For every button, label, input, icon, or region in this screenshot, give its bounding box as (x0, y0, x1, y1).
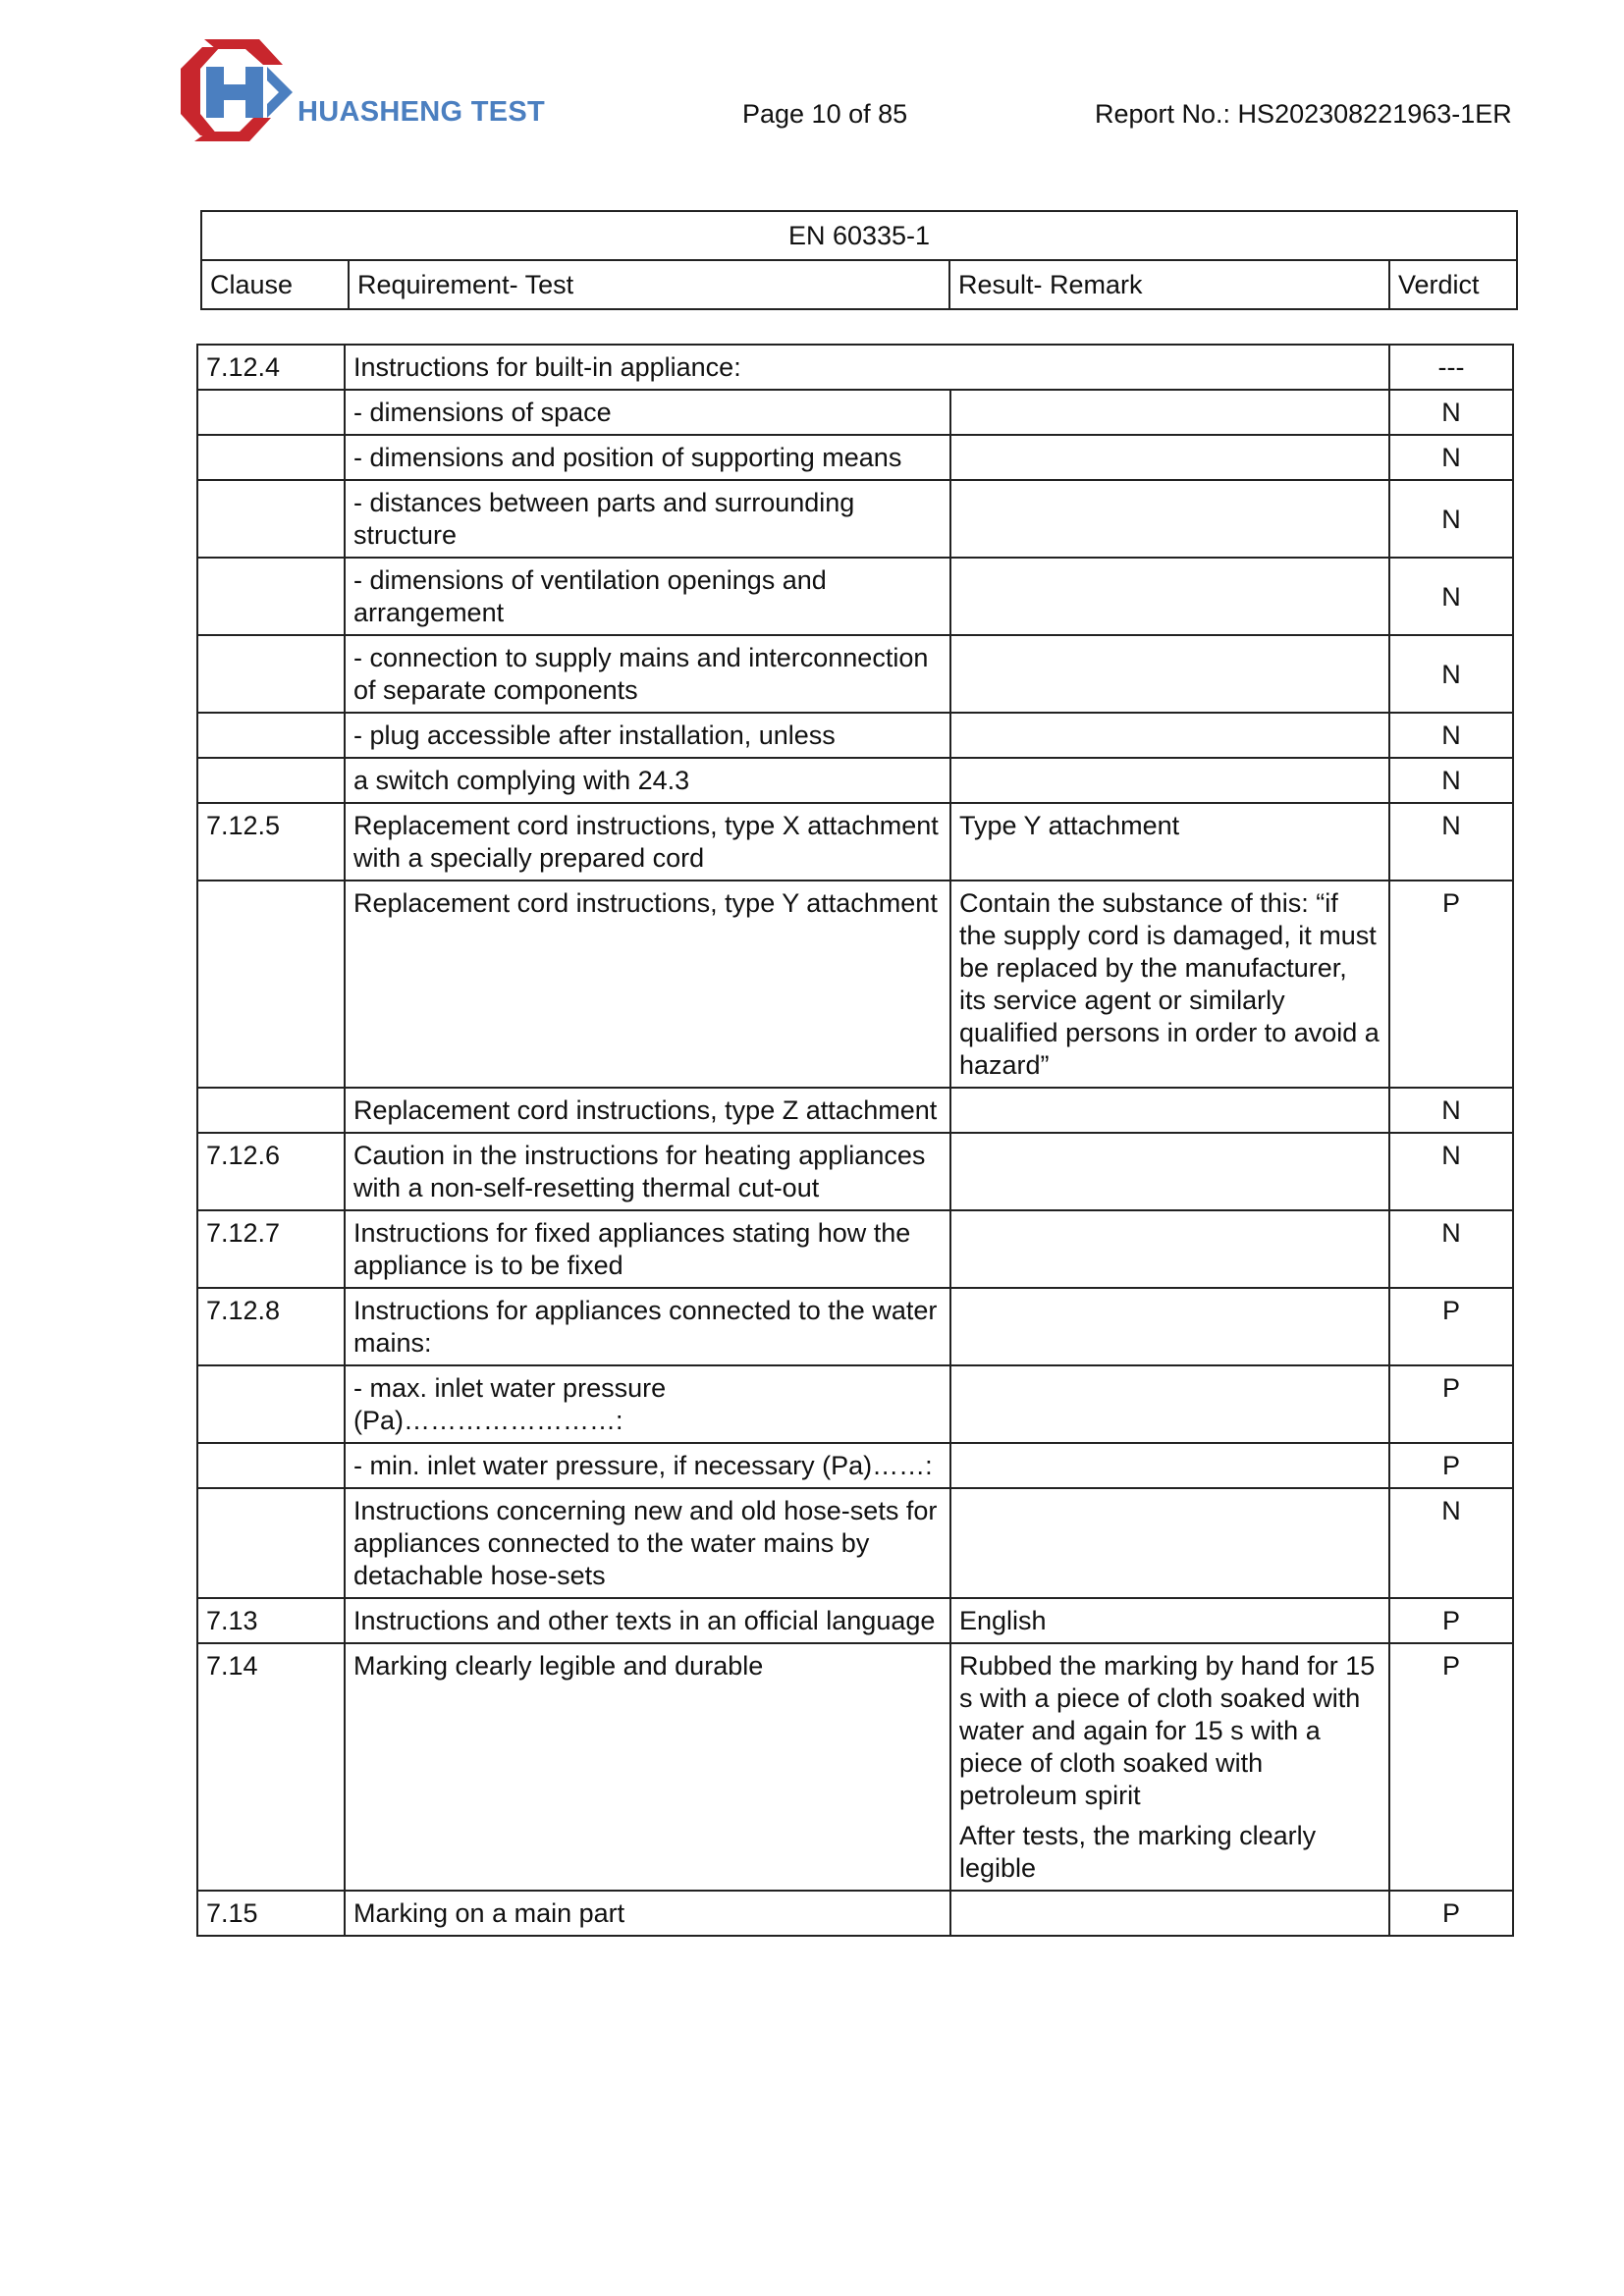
clause-cell (197, 635, 345, 713)
requirement-cell: Replacement cord instructions, type X attachment with a specially prepared cord (345, 803, 950, 881)
clause-cell (197, 881, 345, 1088)
verdict-cell: --- (1389, 345, 1513, 390)
remark-cell (950, 480, 1389, 558)
verdict-cell: P (1389, 1365, 1513, 1443)
remark-cell (950, 1288, 1389, 1365)
remark-cell (950, 758, 1389, 803)
verdict-cell: N (1389, 713, 1513, 758)
remark-cell: Type Y attachment (950, 803, 1389, 881)
requirement-cell: Caution in the instructions for heating appliances with a non-self-resetting thermal cut-out (345, 1133, 950, 1210)
clause-cell (197, 1488, 345, 1598)
remark-cell (950, 1210, 1389, 1288)
remark-cell (950, 558, 1389, 635)
remark-cell: Contain the substance of this: “if the supply cord is damaged, it must be replaced by the manufacturer, its service agent or similarly qualified persons in order to avoid a hazard” (950, 881, 1389, 1088)
clause-cell (197, 390, 345, 435)
remark-cell (950, 1365, 1389, 1443)
verdict-cell: N (1389, 1133, 1513, 1210)
table-row (197, 635, 1513, 713)
clause-cell (197, 1443, 345, 1488)
table-row (197, 1210, 1513, 1288)
table-row (197, 1443, 1513, 1488)
verdict-cell: P (1389, 881, 1513, 1088)
table-row (197, 1133, 1513, 1210)
clause-cell (197, 1088, 345, 1133)
requirement-cell: Instructions for fixed appliances stating how the appliance is to be fixed (345, 1210, 950, 1288)
requirement-cell: Instructions for appliances connected to the water mains: (345, 1288, 950, 1365)
remark-cell (950, 390, 1389, 435)
table-row (197, 881, 1513, 1088)
report-number: Report No.: HS202308221963-1ER (1095, 99, 1512, 129)
remark-paragraph: Rubbed the marking by hand for 15 s with a piece of cloth soaked with water and again for 15 s with a piece of cloth soaked with petroleum spirit (959, 1651, 1376, 1810)
verdict-cell: N (1389, 558, 1513, 635)
clause-cell (197, 758, 345, 803)
table-row (197, 480, 1513, 558)
verdict-cell: P (1389, 1443, 1513, 1488)
remark-cell (950, 1488, 1389, 1598)
table-row (197, 1365, 1513, 1443)
remark-paragraph: After tests, the marking clearly legible (959, 1821, 1317, 1883)
table-row (197, 390, 1513, 435)
table-row (197, 758, 1513, 803)
requirement-cell: - min. inlet water pressure, if necessary (Pa)……: (345, 1443, 950, 1488)
verdict-cell: P (1389, 1598, 1513, 1643)
page-number: Page 10 of 85 (742, 99, 908, 129)
requirement-cell: - dimensions and position of supporting means (345, 435, 950, 480)
requirement-cell: - connection to supply mains and interconnection of separate components (345, 635, 950, 713)
verdict-cell: N (1389, 480, 1513, 558)
remark-cell (950, 1088, 1389, 1133)
clause-cell (197, 1365, 345, 1443)
table-row (197, 345, 1513, 390)
verdict-cell: N (1389, 1088, 1513, 1133)
clause-cell: 7.12.6 (197, 1133, 345, 1210)
clause-table (196, 344, 1514, 1937)
verdict-cell: N (1389, 1210, 1513, 1288)
verdict-cell: N (1389, 803, 1513, 881)
standard-title: EN 60335-1 (201, 211, 1517, 260)
verdict-cell: N (1389, 635, 1513, 713)
remark-cell: English (950, 1598, 1389, 1643)
column-header-requirement: Requirement- Test (349, 260, 949, 309)
verdict-cell: N (1389, 758, 1513, 803)
verdict-cell: N (1389, 435, 1513, 480)
remark-cell (950, 635, 1389, 713)
standard-header-table (200, 210, 1518, 310)
column-header-row (201, 260, 1517, 309)
remark-cell (950, 713, 1389, 758)
requirement-cell: Instructions and other texts in an official language (345, 1598, 950, 1643)
remark-cell (950, 1891, 1389, 1936)
table-row (197, 1288, 1513, 1365)
table-row (197, 435, 1513, 480)
clause-cell: 7.12.5 (197, 803, 345, 881)
requirement-cell: Replacement cord instructions, type Y attachment (345, 881, 950, 1088)
page-header (0, 0, 1624, 167)
huasheng-logo-icon (165, 35, 298, 149)
verdict-cell: P (1389, 1288, 1513, 1365)
clause-cell (197, 480, 345, 558)
clause-cell: 7.12.8 (197, 1288, 345, 1365)
requirement-cell: Replacement cord instructions, type Z attachment (345, 1088, 950, 1133)
table-row (197, 713, 1513, 758)
table-row (197, 1643, 1513, 1891)
clause-cell: 7.12.4 (197, 345, 345, 390)
table-row (197, 1488, 1513, 1598)
requirement-cell: - max. inlet water pressure (Pa)……………………: (345, 1365, 950, 1443)
clause-cell: 7.14 (197, 1643, 345, 1891)
column-header-clause: Clause (201, 260, 349, 309)
verdict-cell: P (1389, 1643, 1513, 1891)
clause-cell: 7.13 (197, 1598, 345, 1643)
requirement-cell: Marking on a main part (345, 1891, 950, 1936)
remark-cell (950, 1643, 1389, 1891)
requirement-cell: Instructions for built-in appliance: (345, 345, 1389, 390)
table-row (197, 558, 1513, 635)
table-row (197, 1088, 1513, 1133)
verdict-cell: P (1389, 1891, 1513, 1936)
standard-title-row (201, 211, 1517, 260)
clause-cell (197, 713, 345, 758)
remark-cell (950, 1443, 1389, 1488)
remark-cell (950, 435, 1389, 480)
clause-cell (197, 435, 345, 480)
column-header-remark: Result- Remark (949, 260, 1389, 309)
table-row (197, 1891, 1513, 1936)
requirement-cell: a switch complying with 24.3 (345, 758, 950, 803)
requirement-cell: - dimensions of ventilation openings and arrangement (345, 558, 950, 635)
clause-cell (197, 558, 345, 635)
requirement-cell: - dimensions of space (345, 390, 950, 435)
remark-cell (950, 1133, 1389, 1210)
column-header-verdict: Verdict (1389, 260, 1517, 309)
brand-name: HUASHENG TEST (298, 96, 546, 128)
requirement-cell: Instructions concerning new and old hose-sets for appliances connected to the water mains by detachable hose-sets (345, 1488, 950, 1598)
verdict-cell: N (1389, 390, 1513, 435)
clause-cell: 7.15 (197, 1891, 345, 1936)
table-row (197, 1598, 1513, 1643)
requirement-cell: - distances between parts and surrounding structure (345, 480, 950, 558)
verdict-cell: N (1389, 1488, 1513, 1598)
requirement-cell: - plug accessible after installation, unless (345, 713, 950, 758)
requirement-cell: Marking clearly legible and durable (345, 1643, 950, 1891)
clause-cell: 7.12.7 (197, 1210, 345, 1288)
table-row (197, 803, 1513, 881)
